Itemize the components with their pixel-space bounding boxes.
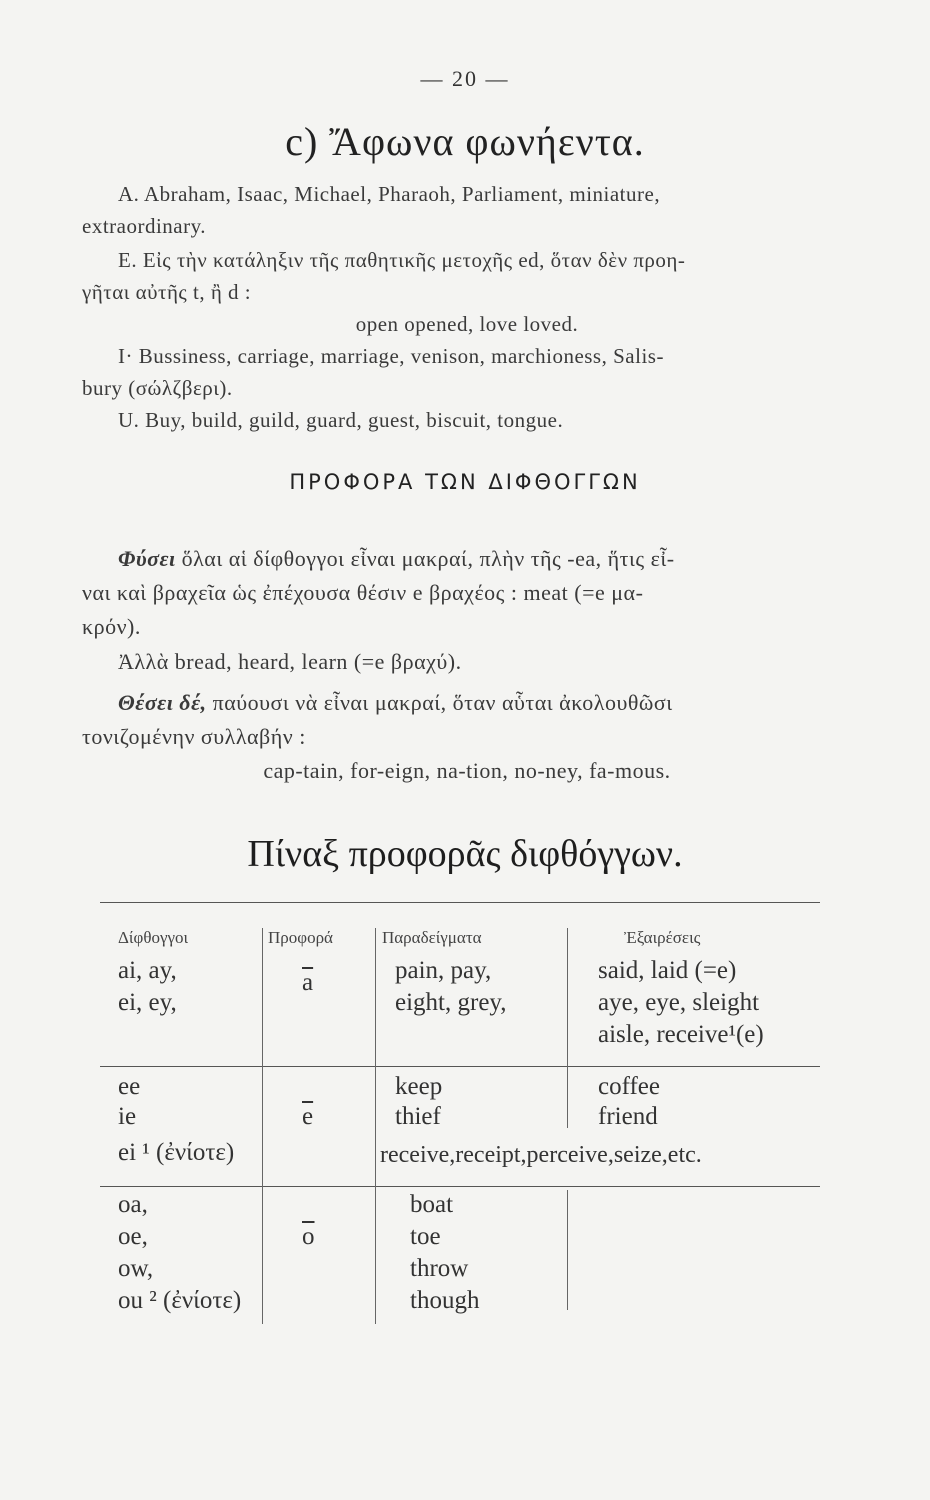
- g2-exception-1: coffee: [598, 1073, 660, 1100]
- g1-diph-2: ei, ey,: [118, 989, 177, 1016]
- fysei-label: Φύσει: [118, 546, 176, 571]
- g3-pron: $\overline{o}$: [302, 1223, 315, 1250]
- g3-example-1: boat: [410, 1191, 454, 1218]
- diphthongs-heading: ΠΡΟΦΟΡΑ ΤΩΝ ΔΙΦΘΟΓΓΩΝ: [289, 470, 641, 494]
- g2-diph-1: ee: [118, 1073, 141, 1100]
- g3-diph-2: oe,: [118, 1223, 148, 1250]
- paragraph-u: [82, 404, 852, 436]
- paragraph-e-line1: E. Εἰς τὴν κατάληξιν τῆς παθητικῆς μετοχῆς ed, ὅταν δὲν προη-: [118, 248, 686, 272]
- table-rule-1: [100, 1066, 820, 1067]
- section-title: c) Ἄφωνα φωνήεντα.: [285, 119, 645, 164]
- fysei-text-line3: κρόν).: [82, 614, 141, 639]
- paragraph-i-line1: I· Bussiness, carriage, marriage, venison, marchioness, Salis-: [118, 344, 664, 368]
- table-col-line-1: [262, 928, 263, 1324]
- table-col-line-2: [375, 928, 376, 1324]
- paragraph-i-line2: bury (σώλζβερι).: [82, 376, 233, 400]
- g3-example-4: though: [410, 1287, 480, 1314]
- g1-example-1: pain, pay,: [395, 957, 492, 984]
- paragraph-fysei: [82, 542, 852, 644]
- alla-line: Ἀλλὰ bread, heard, learn (=e βραχύ).: [118, 649, 462, 674]
- g3-diph-3: ow,: [118, 1255, 154, 1282]
- fysei-text: ὅλαι αἱ δίφθογγοι εἶναι μακραί, πλὴν τῆς -ea, ἥτις εἶ-: [175, 546, 675, 571]
- table-title: Πίναξ προφορᾶς διφθόγγων.: [247, 833, 683, 875]
- g1-pron: $\overline{a}$: [302, 969, 314, 996]
- table-rule-2: [100, 1186, 820, 1187]
- paragraph-e-line2: γῆται αὐτῆς t, ἢ d :: [82, 280, 252, 304]
- page-number: — 20 —: [420, 66, 510, 91]
- g3-example-3: throw: [410, 1255, 469, 1282]
- table-top-rule: [100, 902, 820, 903]
- thesei-label: Θέσει δέ,: [118, 690, 207, 715]
- thesei-text-line2: τονιζομένην συλλαβήν :: [82, 724, 306, 749]
- g2-diph-3: ei ¹ (ἐνίοτε): [118, 1139, 235, 1166]
- g2-wide-exceptions: receive,receipt,perceive,seize,etc.: [380, 1142, 702, 1168]
- g2-example-2: thief: [395, 1103, 441, 1130]
- g3-diph-4: ou ² (ἐνίοτε): [118, 1287, 242, 1314]
- fysei-text-line2: ναι καὶ βραχεῖα ὡς ἐπέχουσα θέσιν e βραχέος : meat (=e μα-: [82, 580, 644, 605]
- g2-diph-2: ie: [118, 1103, 137, 1130]
- thesei-text: παύουσι νὰ εἶναι μακραί, ὅταν αὗται ἀκολουθῶσι: [206, 690, 673, 715]
- paragraph-u-line: U. Buy, build, guild, guard, guest, biscuit, tongue.: [118, 408, 564, 432]
- paragraph-a-line1: A. Abraham, Isaac, Michael, Pharaoh, Parliament, miniature,: [118, 182, 661, 206]
- paragraph-e-examples: open opened, love loved.: [355, 312, 579, 336]
- paragraph-i: [82, 340, 852, 404]
- g3-example-2: toe: [410, 1223, 441, 1250]
- g1-diph-1: ai, ay,: [118, 957, 177, 984]
- table-col-line-3: [567, 928, 568, 1128]
- g1-exception-2: aye, eye, sleight: [598, 989, 760, 1016]
- g1-exception-1: said, laid (=e): [598, 957, 737, 984]
- g1-example-2: eight, grey,: [395, 989, 507, 1016]
- paragraph-e: [82, 244, 852, 340]
- paragraph-thesei: [82, 686, 852, 788]
- g2-exception-2: friend: [598, 1103, 658, 1130]
- paragraph-alla: [82, 646, 852, 678]
- header-diphthongs: Δίφθογγοι: [118, 928, 189, 947]
- g2-pron: $\overline{e}$: [302, 1103, 314, 1130]
- g3-diph-1: oa,: [118, 1191, 148, 1218]
- header-exceptions: Ἐξαιρέσεις: [624, 928, 701, 947]
- g2-example-1: keep: [395, 1073, 443, 1100]
- paragraph-a-line2: extraordinary.: [82, 214, 206, 238]
- g1-exception-3: aisle, receive¹(e): [598, 1021, 764, 1048]
- thesei-examples: cap-tain, for-eign, na-tion, no-ney, fa-mous.: [263, 758, 671, 783]
- paragraph-a: [82, 178, 852, 242]
- header-examples: Παραδείγματα: [382, 928, 482, 947]
- header-pronunciation: Προφορά: [268, 928, 333, 947]
- table-col-line-3b: [567, 1190, 568, 1310]
